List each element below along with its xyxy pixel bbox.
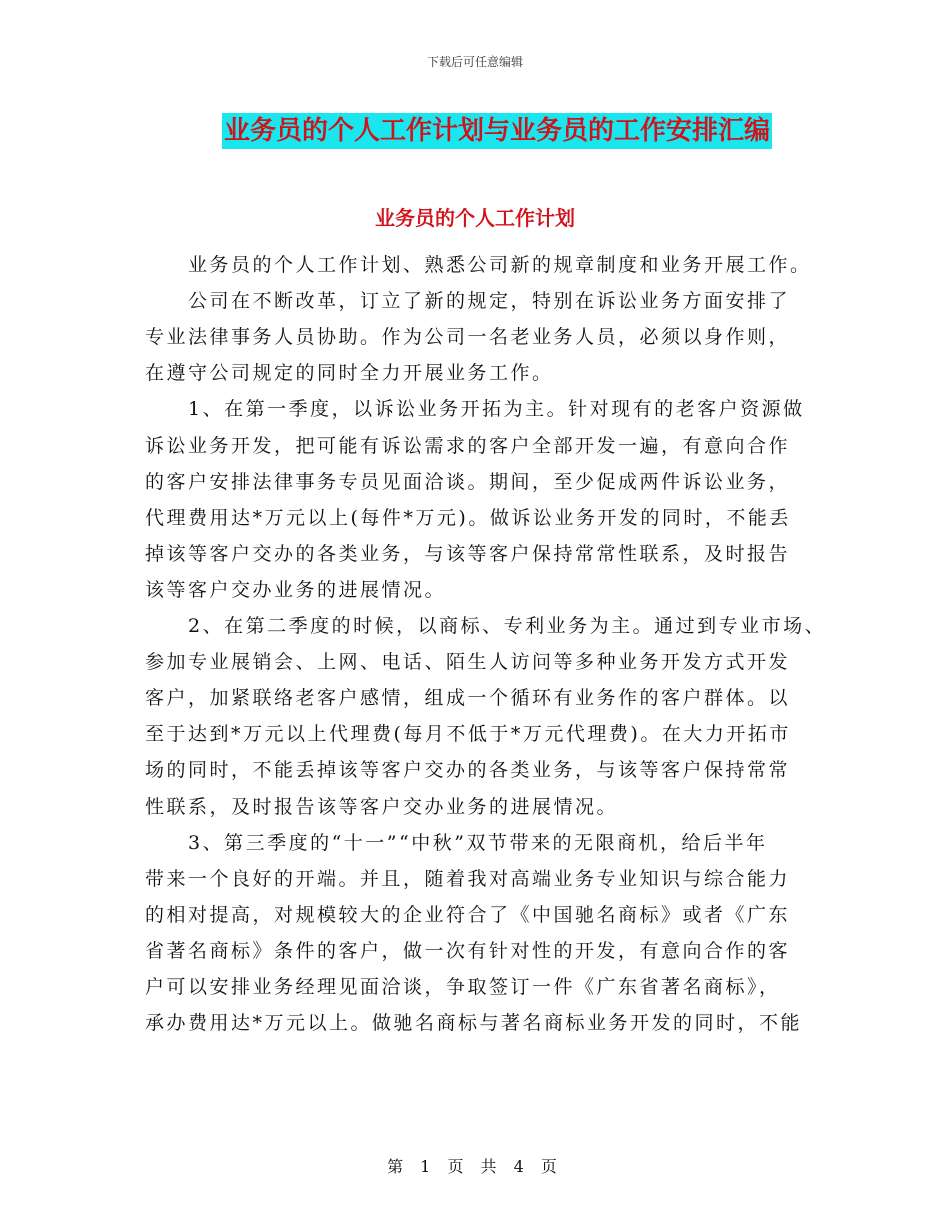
paragraph-line: 户可以安排业务经理见面洽谈，争取签订一件《广东省著名商标》，: [145, 976, 781, 998]
paragraph-line: 的客户安排法律事务专员见面洽谈。期间，至少促成两件诉讼业务，: [145, 470, 791, 493]
paragraph-line: 专业法律事务人员协助。作为公司一名老业务人员，必须以身作则，: [145, 326, 791, 349]
paragraph-line: 在遵守公司规定的同时全力开展业务工作。: [145, 362, 554, 385]
paragraph-line: 2、在第二季度的时候，以商标、专利业务为主。通过到专业市场、: [188, 615, 827, 637]
paragraph-line: 公司在不断改革，订立了新的规定，特别在诉讼业务方面安排了: [188, 290, 791, 313]
paragraph-line: 该等客户交办业务的进展情况。: [145, 578, 447, 601]
paragraph-line: 性联系，及时报告该等客户交办业务的进展情况。: [145, 795, 619, 818]
paragraph-line: 承办费用达*万元以上。做驰名商标与著名商标业务开发的同时，不能: [145, 1012, 803, 1035]
paragraph-line: 省著名商标》条件的客户，做一次有针对性的开发，有意向合作的客: [145, 939, 791, 962]
paragraph-line: 至于达到*万元以上代理费(每月不低于*万元代理费)。在大力开拓市: [145, 723, 791, 746]
section-title: 业务员的个人工作计划: [375, 206, 575, 230]
paragraph-line: 的相对提高，对规模较大的企业符合了《中国驰名商标》或者《广东: [145, 903, 791, 926]
paragraph-line: 带来一个良好的开端。并且，随着我对高端业务专业知识与综合能力: [145, 867, 791, 890]
paragraph-line: 客户，加紧联络老客户感情，组成一个循环有业务作的客户群体。以: [145, 687, 791, 710]
header-note: 下载后可任意编辑: [426, 55, 523, 69]
paragraph-line: 诉讼业务开发，把可能有诉讼需求的客户全部开发一遍，有意向合作: [145, 434, 791, 457]
paragraph-line: 掉该等客户交办的各类业务，与该等客户保持常常性联系，及时报告: [145, 542, 791, 565]
document-title: 业务员的个人工作计划与业务员的工作安排汇编: [222, 113, 772, 149]
paragraph-line: 参加专业展销会、上网、电话、陌生人访问等多种业务开发方式开发: [145, 651, 791, 674]
paragraph-line: 业务员的个人工作计划、熟悉公司新的规章制度和业务开展工作。: [188, 254, 812, 276]
paragraph-line: 场的同时，不能丢掉该等客户交办的各类业务，与该等客户保持常常: [145, 759, 791, 782]
paragraph-line: 1、在第一季度，以诉讼业务开拓为主。针对现有的老客户资源做: [188, 398, 805, 421]
paragraph-line: 3、第三季度的“十一”“中秋”双节带来的无限商机，给后半年: [188, 831, 768, 854]
page-footer: 第 1 页 共 4 页: [387, 1157, 563, 1176]
paragraph-line: 代理费用达*万元以上(每件*万元)。做诉讼业务开发的同时，不能丢: [145, 506, 791, 529]
